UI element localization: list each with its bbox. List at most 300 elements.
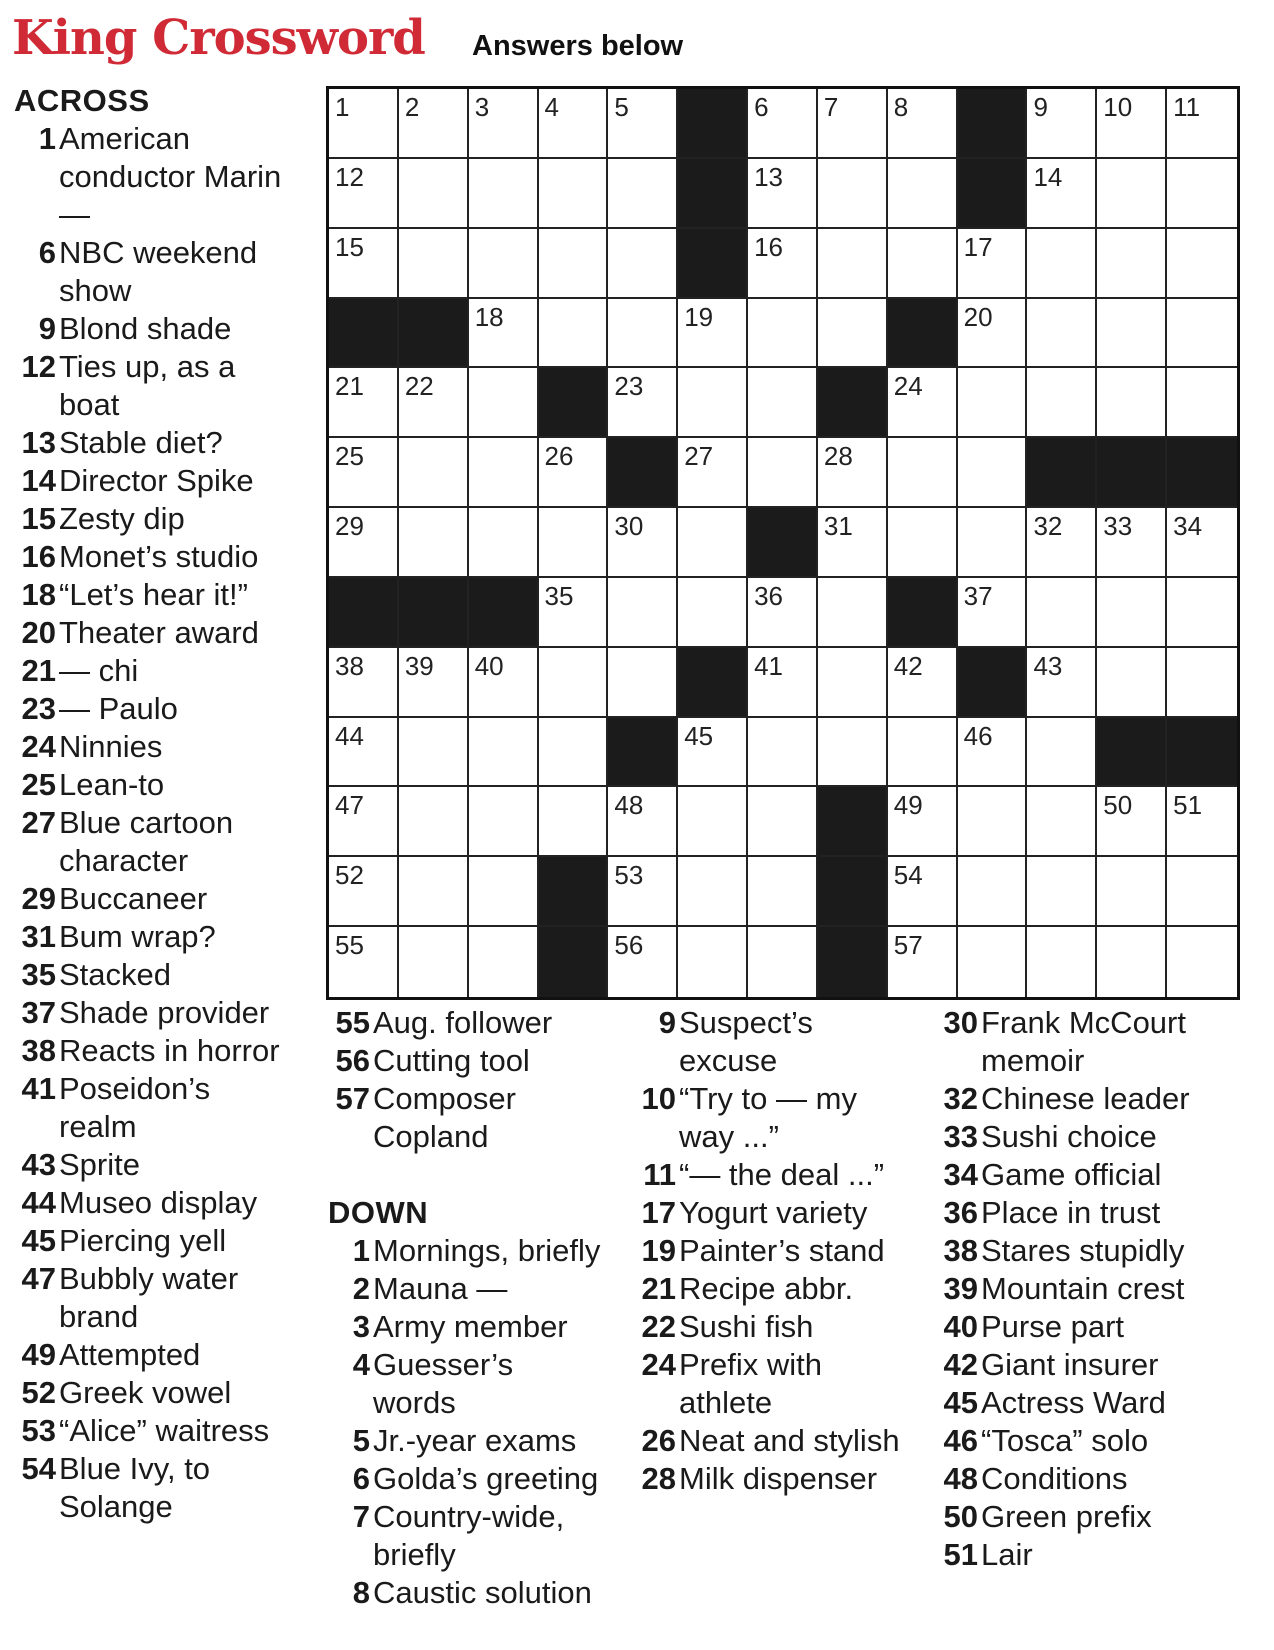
grid-cell[interactable] [1027,368,1097,438]
cell-number: 56 [614,930,644,961]
across-clue-31 [14,918,284,956]
grid-cell[interactable] [469,508,539,578]
clue-text: Yogurt variety [679,1195,868,1230]
grid-cell[interactable] [1097,229,1167,299]
grid-cell[interactable] [399,89,469,159]
clue-number: 6 [352,1461,370,1496]
across-clue-38 [14,1032,284,1070]
grid-cell[interactable] [748,159,818,229]
grid-cell[interactable] [399,159,469,229]
down-heading: DOWN [328,1195,429,1230]
grid-cell[interactable] [1167,89,1237,159]
grid-cell[interactable] [1027,508,1097,578]
grid-cell[interactable] [399,438,469,508]
cell-number: 6 [754,92,769,122]
across-clue-43 [14,1146,284,1184]
down-clue-34 [936,1156,1236,1194]
clue-text: Chinese leader [981,1081,1190,1116]
grid-cell[interactable] [958,438,1028,508]
cell-number: 28 [823,441,853,472]
grid-cell[interactable] [469,89,539,159]
clue-number: 17 [641,1195,676,1230]
grid-cell[interactable] [399,368,469,438]
cell-number: 26 [544,441,574,472]
grid-cell[interactable] [748,299,818,369]
grid-cell[interactable] [1097,89,1167,159]
cell-number: 9 [1033,92,1048,122]
grid-cell[interactable] [329,927,399,997]
grid-cell[interactable] [748,857,818,927]
answers-note: Answers below [472,30,684,62]
grid-cell[interactable] [958,229,1028,299]
clue-text: Ties up, as a boat [59,349,236,422]
grid-cell[interactable] [1167,927,1237,997]
black-square [329,578,399,648]
cell-number: 4 [544,92,559,122]
black-square [539,857,609,927]
grid-cell[interactable] [1167,159,1237,229]
clue-text: Stacked [59,957,172,992]
grid-cell[interactable] [1167,787,1237,857]
grid-cell[interactable] [678,508,748,578]
clue-number: 25 [21,767,56,802]
grid-cell[interactable] [678,438,748,508]
grid-cell[interactable] [1097,857,1167,927]
grid-cell[interactable] [329,857,399,927]
down-clue-6 [328,1460,604,1498]
spacer [328,1156,604,1194]
grid-cell[interactable] [958,787,1028,857]
cell-number: 22 [404,371,434,402]
grid-cell[interactable] [1097,508,1167,578]
clue-text: Mauna — [373,1271,508,1306]
grid-cell[interactable] [1027,787,1097,857]
down-clue-38 [936,1232,1236,1270]
grid-cell[interactable] [469,438,539,508]
clue-number: 48 [943,1461,978,1496]
clue-number: 32 [943,1081,978,1116]
grid-cell[interactable] [469,159,539,229]
grid-cell[interactable] [748,578,818,648]
grid-cell[interactable] [818,299,888,369]
clue-text: Milk dispenser [679,1461,878,1496]
grid-cell[interactable] [888,89,958,159]
cell-number: 18 [474,301,504,332]
grid-cell[interactable] [678,718,748,788]
down-clue-42 [936,1346,1236,1384]
black-square [958,648,1028,718]
clue-text: “Alice” waitress [59,1413,270,1448]
cell-number: 37 [963,580,993,611]
grid-cell[interactable] [888,508,958,578]
grid-cell[interactable] [1167,857,1237,927]
cell-number: 32 [1033,511,1063,542]
black-square [399,578,469,648]
grid-cell[interactable] [678,927,748,997]
grid-cell[interactable] [748,718,818,788]
grid-cell[interactable] [958,368,1028,438]
clue-number: 13 [21,425,56,460]
grid-cell[interactable] [329,718,399,788]
grid-cell[interactable] [888,718,958,788]
cell-number: 27 [684,441,714,472]
cell-number: 53 [614,860,644,891]
clue-number: 11 [643,1157,676,1192]
grid-cell[interactable] [1027,857,1097,927]
clue-number: 14 [21,463,56,498]
cell-number: 41 [754,650,783,681]
clue-number: 54 [21,1451,56,1486]
clue-text: “Tosca” solo [981,1423,1149,1458]
grid-cell[interactable] [1027,299,1097,369]
grid-cell[interactable] [678,857,748,927]
grid-cell[interactable] [1097,578,1167,648]
black-square [958,89,1028,159]
clue-text: Mornings, briefly [373,1233,601,1268]
grid-cell[interactable] [818,159,888,229]
across-clue-12 [14,348,284,424]
grid-cell[interactable] [1167,508,1237,578]
grid-cell[interactable] [539,89,609,159]
down-clue-40 [936,1308,1236,1346]
clue-text: Jr.-year exams [373,1423,577,1458]
clue-number: 34 [943,1157,978,1192]
clue-number: 57 [335,1081,370,1116]
across-clue-29 [14,880,284,918]
grid-cell[interactable] [608,89,678,159]
grid-cell[interactable] [958,578,1028,648]
clue-number: 49 [21,1337,56,1372]
black-square [539,927,609,997]
grid-cell[interactable] [888,927,958,997]
grid-cell[interactable] [1027,927,1097,997]
down-clue-17 [634,1194,914,1232]
grid-cell[interactable] [678,368,748,438]
across-column-1 [14,82,284,1526]
down-clue-4 [328,1346,604,1422]
grid-cell[interactable] [818,89,888,159]
down-clue-2 [328,1270,604,1308]
clue-text: — Paulo [59,691,178,726]
grid-cell[interactable] [329,368,399,438]
clue-number: 16 [21,539,56,574]
cell-number: 36 [754,580,783,611]
grid-cell[interactable] [748,927,818,997]
cell-number: 44 [335,720,364,751]
grid-cell[interactable] [469,229,539,299]
clue-number: 30 [943,1005,978,1040]
clue-number: 9 [658,1005,676,1040]
grid-cell[interactable] [608,648,678,718]
clue-text: Greek vowel [59,1375,232,1410]
cell-number: 33 [1103,511,1133,542]
grid-cell[interactable] [539,578,609,648]
black-square [1027,438,1097,508]
grid-cell[interactable] [888,229,958,299]
across-clue-47 [14,1260,284,1336]
grid-cell[interactable] [958,857,1028,927]
grid-cell[interactable] [888,648,958,718]
across-clue-44 [14,1184,284,1222]
grid-cell[interactable] [608,299,678,369]
grid-cell[interactable] [539,718,609,788]
clue-number: 39 [943,1271,978,1306]
grid-cell[interactable] [958,927,1028,997]
grid-cell[interactable] [888,787,958,857]
clue-text: Caustic solution [373,1575,592,1610]
black-square [678,648,748,718]
clue-text: Cutting tool [373,1043,530,1078]
clue-number: 23 [21,691,56,726]
grid-cell[interactable] [329,648,399,718]
grid-cell[interactable] [539,229,609,299]
clue-number: 6 [38,235,56,270]
black-square [1097,438,1167,508]
grid-cell[interactable] [329,159,399,229]
across-clue-16 [14,538,284,576]
grid-cell[interactable] [678,787,748,857]
grid-cell[interactable] [1167,578,1237,648]
grid-cell[interactable] [1027,718,1097,788]
grid-cell[interactable] [958,299,1028,369]
clue-text: Prefix with athlete [679,1347,822,1420]
clue-text: Blond shade [59,311,232,346]
across-clue-35 [14,956,284,994]
grid-cell[interactable] [678,299,748,369]
clue-number: 38 [21,1033,56,1068]
black-square [1167,438,1237,508]
grid-cell[interactable] [399,229,469,299]
clue-number: 26 [641,1423,676,1458]
grid-cell[interactable] [539,159,609,229]
clue-text: Army member [373,1309,568,1344]
clue-text: Blue Ivy, to Solange [59,1451,211,1524]
clue-number: 22 [641,1309,676,1344]
across-clue-6 [14,234,284,310]
grid-cell[interactable] [608,927,678,997]
clue-number: 12 [21,349,56,384]
cell-number: 42 [893,650,923,681]
grid-cell[interactable] [1167,648,1237,718]
grid-cell[interactable] [608,159,678,229]
down-clue-11 [634,1156,914,1194]
grid-cell[interactable] [329,229,399,299]
clue-text: Bubbly water brand [59,1261,239,1334]
across-clue-54 [14,1450,284,1526]
clue-text: Theater award [59,615,259,650]
grid-cell[interactable] [469,718,539,788]
grid-cell[interactable] [888,159,958,229]
clue-text: Poseidon’s realm [59,1071,211,1144]
grid-cell[interactable] [469,927,539,997]
black-square [539,368,609,438]
grid-cell[interactable] [399,787,469,857]
grid-cell[interactable] [608,229,678,299]
grid-cell[interactable] [329,89,399,159]
grid-cell[interactable] [469,787,539,857]
clue-text: Piercing yell [59,1223,227,1258]
grid-cell[interactable] [1097,299,1167,369]
clue-column-2 [328,1004,604,1612]
grid-cell[interactable] [888,438,958,508]
clue-number: 27 [21,805,56,840]
black-square [1167,718,1237,788]
grid-cell[interactable] [539,508,609,578]
grid-cell[interactable] [539,787,609,857]
clue-text: Actress Ward [981,1385,1166,1420]
grid-cell[interactable] [469,648,539,718]
clue-number: 21 [641,1271,676,1306]
clue-number: 44 [21,1185,56,1220]
clue-number: 53 [21,1413,56,1448]
clue-number: 40 [943,1309,978,1344]
grid-cell[interactable] [1097,648,1167,718]
grid-cell[interactable] [818,718,888,788]
grid-cell[interactable] [748,438,818,508]
grid-cell[interactable] [818,508,888,578]
clue-text: “— the deal ...” [679,1157,885,1192]
grid-cell[interactable] [888,368,958,438]
clue-text: Blue cartoon character [59,805,234,878]
cell-number: 49 [893,790,923,821]
across-clue-45 [14,1222,284,1260]
cell-number: 11 [1173,92,1201,122]
grid-cell[interactable] [1097,787,1167,857]
across-clue-15 [14,500,284,538]
cell-number: 15 [335,231,364,262]
black-square [678,159,748,229]
grid-cell[interactable] [399,648,469,718]
grid-cell[interactable] [678,578,748,648]
clue-text: Zesty dip [59,501,185,536]
cell-number: 2 [404,92,420,122]
grid-cell[interactable] [958,718,1028,788]
grid-cell[interactable] [539,299,609,369]
grid-cell[interactable] [958,508,1028,578]
grid-cell[interactable] [1097,368,1167,438]
grid-cell[interactable] [748,229,818,299]
clue-number: 55 [335,1005,370,1040]
clue-number: 56 [335,1043,370,1078]
grid-cell[interactable] [818,578,888,648]
grid-cell[interactable] [1097,927,1167,997]
crossword-grid [326,86,1240,1000]
grid-cell[interactable] [399,927,469,997]
grid-cell[interactable] [399,857,469,927]
clue-number: 41 [21,1071,56,1106]
down-clue-10 [634,1080,914,1156]
grid-cell[interactable] [1027,159,1097,229]
down-clue-50 [936,1498,1236,1536]
clue-text: Conditions [981,1461,1128,1496]
grid-cell[interactable] [818,648,888,718]
across-clue-56 [328,1042,604,1080]
across-clue-21 [14,652,284,690]
grid-cell[interactable] [1167,229,1237,299]
grid-cell[interactable] [748,648,818,718]
clue-number: 45 [21,1223,56,1258]
across-clue-27 [14,804,284,880]
grid-cell[interactable] [469,857,539,927]
grid-cell[interactable] [329,438,399,508]
grid-cell[interactable] [1167,299,1237,369]
down-clue-32 [936,1080,1236,1118]
grid-cell[interactable] [539,648,609,718]
grid-cell[interactable] [329,508,399,578]
grid-cell[interactable] [469,368,539,438]
grid-cell[interactable] [748,89,818,159]
clue-text: Ninnies [59,729,163,764]
grid-cell[interactable] [608,508,678,578]
across-clue-53 [14,1412,284,1450]
black-square [608,718,678,788]
clue-text: Sushi choice [981,1119,1157,1154]
grid-cell[interactable] [608,787,678,857]
clue-text: Buccaneer [59,881,208,916]
clue-number: 36 [943,1195,978,1230]
clue-text: Director Spike [59,463,254,498]
cell-number: 30 [614,511,644,542]
grid-cell[interactable] [608,368,678,438]
clue-number: 37 [21,995,56,1030]
clue-text: Stares stupidly [981,1233,1185,1268]
black-square [399,299,469,369]
clue-text: Aug. follower [373,1005,553,1040]
clue-text: Composer Copland [373,1081,516,1154]
across-clue-52 [14,1374,284,1412]
cell-number: 21 [335,371,364,402]
clue-number: 47 [21,1261,56,1296]
clue-number: 15 [21,501,56,536]
grid-cell[interactable] [748,368,818,438]
across-clue-25 [14,766,284,804]
black-square [818,927,888,997]
grid-cell[interactable] [1027,648,1097,718]
clue-number: 24 [641,1347,676,1382]
down-clue-9 [634,1004,914,1080]
grid-cell[interactable] [1097,159,1167,229]
cell-number: 24 [893,371,923,402]
grid-cell[interactable] [608,578,678,648]
puzzle-title: King Crossword [12,10,425,66]
grid-cell[interactable] [818,438,888,508]
grid-cell[interactable] [399,508,469,578]
down-clue-46 [936,1422,1236,1460]
grid-cell[interactable] [818,229,888,299]
grid-cell[interactable] [399,718,469,788]
across-clue-9 [14,310,284,348]
clue-number: 9 [38,311,56,346]
cell-number: 31 [823,511,853,542]
grid-cell[interactable] [888,857,958,927]
cell-number: 10 [1103,92,1133,122]
cell-number: 14 [1033,161,1063,192]
grid-cell[interactable] [539,438,609,508]
clue-number: 33 [943,1119,978,1154]
grid-cell[interactable] [748,787,818,857]
grid-cell[interactable] [329,787,399,857]
down-clue-8 [328,1574,604,1612]
grid-cell[interactable] [1027,578,1097,648]
grid-cell[interactable] [1027,89,1097,159]
clue-number: 7 [352,1499,370,1534]
down-clue-7 [328,1498,604,1574]
grid-cell[interactable] [1167,368,1237,438]
grid-cell[interactable] [608,857,678,927]
grid-cell[interactable] [469,299,539,369]
cell-number: 45 [684,720,714,751]
grid-cell[interactable] [1027,229,1097,299]
